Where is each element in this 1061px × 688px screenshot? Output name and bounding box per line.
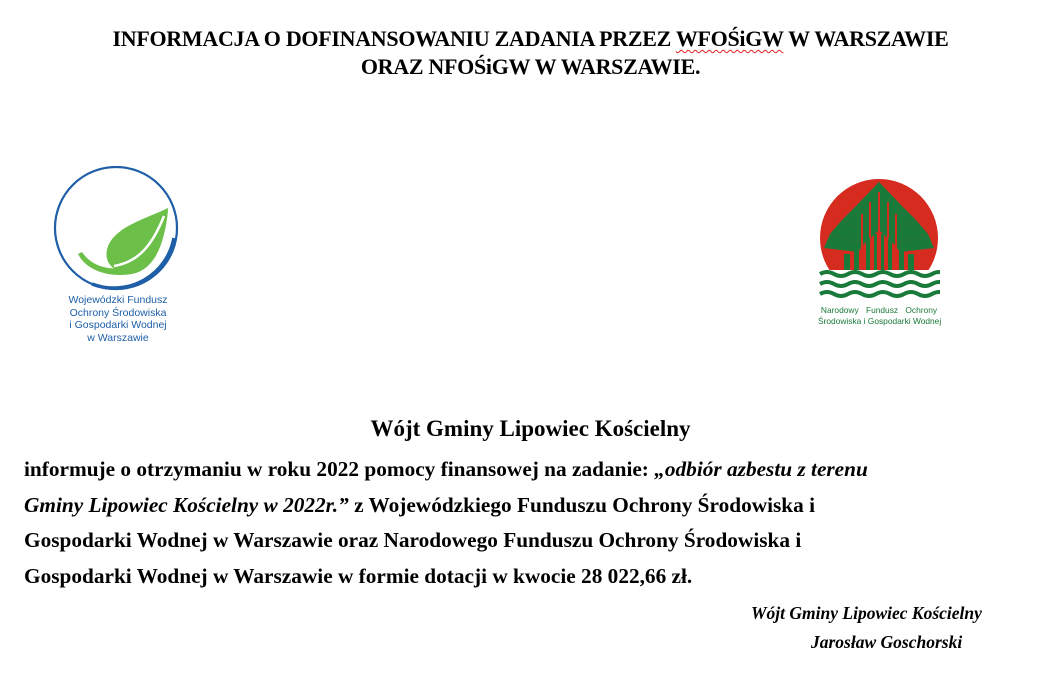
nfosigw-logo-caption: Narodowy Fundusz Ochrony Środowiska i Gospodarki Wodnej (818, 305, 942, 326)
nfosigw-logo (818, 178, 940, 333)
task-name-quote: Gminy Lipowiec Kościelny w 2022r.” (24, 492, 349, 517)
body-line-4: Gospodarki Wodnej w Warszawie w formie dotacji w kwocie 28 022,66 zł. (24, 563, 693, 588)
wfosigw-logo (52, 166, 184, 351)
task-name-quote: „odbiór azbestu z terenu (654, 457, 868, 481)
leaf-in-circle-icon (52, 166, 184, 294)
body-line-1: informuje o otrzymaniu w roku 2022 pomocy finansowej na zadanie: „odbiór azbestu z terenu (24, 457, 868, 481)
tree-sun-water-icon (818, 178, 940, 304)
body-line-2: Gminy Lipowiec Kościelny w 2022r.” z Wojewódzkiego Funduszu Ochrony Środowiska i (24, 492, 816, 517)
title-line-1: INFORMACJA O DOFINANSOWANIU ZADANIA PRZEZ WFOŚiGW W WARSZAWIE (112, 26, 949, 51)
signature-title: Wójt Gminy Lipowiec Kościelny (751, 603, 982, 623)
spellcheck-flagged-word: WFOŚiGW (675, 26, 784, 51)
document-title (0, 25, 1061, 81)
signature-name: Jarosław Goschorski (811, 632, 963, 652)
announcement-heading: Wójt Gminy Lipowiec Kościelny (370, 416, 691, 441)
announcement-body (24, 452, 1044, 594)
body-line-3: Gospodarki Wodnej w Warszawie oraz Narodowego Funduszu Ochrony Środowiska i (24, 528, 802, 552)
title-line-2: ORAZ NFOŚiGW W WARSZAWIE. (360, 54, 701, 79)
wfosigw-logo-caption: Wojewódzki Fundusz Ochrony Środowiska i Gospodarki Wodnej w Warszawie (68, 294, 168, 344)
